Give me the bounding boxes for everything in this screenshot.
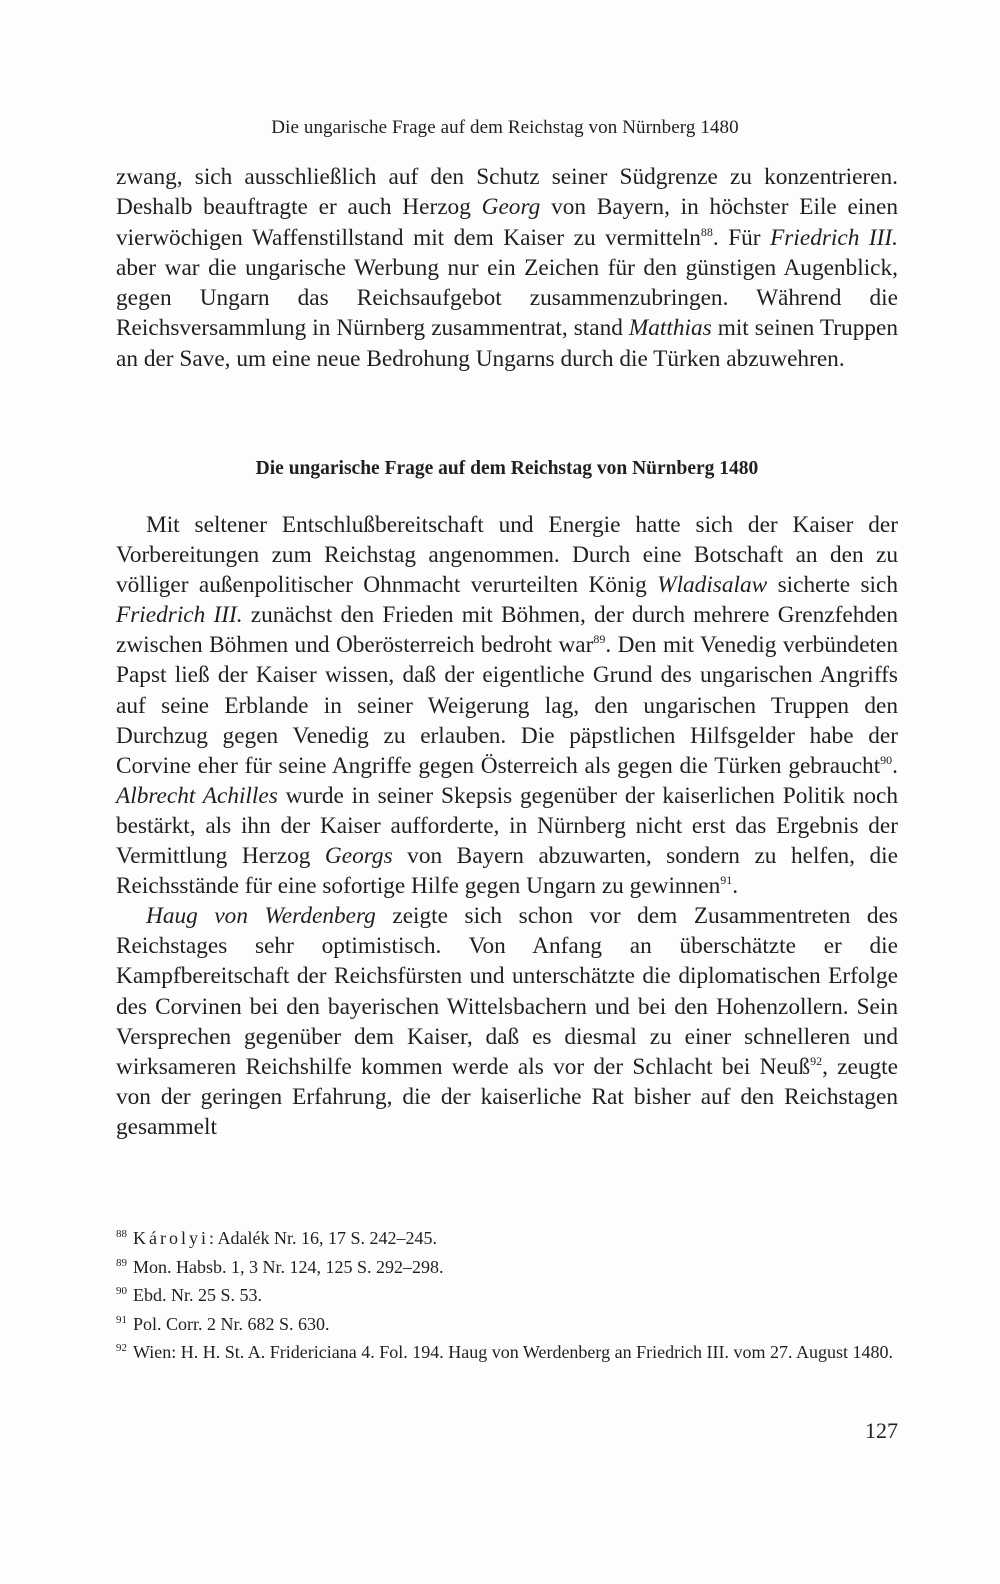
footnote-90	[116, 1281, 898, 1310]
name-georg: Georg	[481, 194, 541, 221]
body-paragraph-1	[116, 162, 898, 374]
footnote-ref-88[interactable]: 88	[700, 224, 713, 239]
text-run: . Den mit Venedig verbündeten Papst ließ der Kaiser wissen, daß der eigentliche Grund des ungarischen Angriffs auf seine Erblande in seiner Weigerung lag, den ungarischen Truppen den Durchzug gegen Venedig zu erlauben. Die päpstlichen Hilfsgelder habe der Corvine eher für seine Angriffe gegen Österreich als gegen die Türken gebraucht	[116, 632, 899, 779]
footnote-text: : Adalék Nr. 16, 17 S. 242–245.	[208, 1228, 437, 1248]
footnote-ref-90[interactable]: 90	[880, 752, 893, 767]
section-heading: Die ungarische Frage auf dem Reichstag von Nürnberg 1480	[255, 458, 759, 479]
text-run: .	[732, 873, 739, 900]
page-number: 127	[865, 1418, 898, 1443]
footnote-ref-89[interactable]: 89	[593, 632, 606, 647]
footnote-88	[116, 1224, 898, 1253]
footnote-91	[116, 1310, 898, 1339]
text-run: sicherte sich	[767, 572, 898, 599]
footnote-number: 88	[116, 1228, 127, 1240]
footnote-text: Mon. Habsb. 1, 3 Nr. 124, 125 S. 292–298.	[133, 1256, 444, 1277]
footnote-89	[116, 1253, 898, 1282]
footnote-number: 90	[116, 1285, 127, 1297]
text-run: zeigte sich schon vor dem Zusammentreten des Reichstages sehr optimistisch. Von Anfang an überschätzte er die Kampfbereitschaft der Reichsfürsten und unterschätzte die diplomatischen Erfolge des Corvinen bei den bayerischen Wittelsbachern und bei den Hohenzollern. Sein Versprechen gegenüber dem Kaiser, daß es diesmal zu einer schnelleren und wirksameren Reichshilfe kommen werde als vor der Schlacht bei Neuß	[116, 903, 898, 1080]
name-friedrich: Friedrich III.	[116, 602, 243, 629]
body-paragraph-3	[116, 901, 898, 1142]
running-head: Die ungarische Frage auf dem Reichstag von Nürnberg 1480	[271, 117, 739, 138]
footnote-text: Wien: H. H. St. A. Fridericiana 4. Fol. 194. Haug von Werdenberg an Friedrich III. vom 27. August 1480.	[133, 1342, 894, 1362]
text-run: zunächst den Frieden mit Böhmen, der durch mehrere Grenzfehden zwischen Böhmen und Oberösterreich bedroht war	[116, 602, 898, 659]
name-wladisalaw: Wladisalaw	[657, 572, 768, 599]
text-run: .	[892, 752, 898, 779]
text-run: aber war die ungarische Werbung nur ein Zeichen für den günstigen Augenblick, gegen Ungarn das Reichsaufgebot zusammenzubringen. Während die Reichsversammlung in Nürnberg zusammentrat, stand	[116, 254, 898, 342]
footnotes	[116, 1224, 898, 1367]
footnote-text: Pol. Corr. 2 Nr. 682 S. 630.	[133, 1313, 330, 1334]
text-run: wurde in seiner Skepsis gegenüber der kaiserlichen Politik noch bestärkt, als ihn der Kaiser aufforderte, in Nürnberg nicht erst das Ergebnis der Vermittlung Herzog	[116, 782, 898, 870]
name-haug: Haug von Werdenberg	[146, 903, 376, 930]
name-albrecht: Albrecht Achilles	[116, 782, 278, 809]
name-matthias: Matthias	[628, 315, 712, 342]
body-paragraph-2	[116, 510, 898, 901]
footnote-number: 89	[116, 1256, 127, 1269]
footnote-author: Károlyi	[133, 1228, 209, 1248]
footnote-ref-91[interactable]: 91	[720, 873, 733, 888]
text-run: von Bayern abzuwarten, sondern zu helfen, die Reichsstände für eine sofortige Hilfe gegen Ungarn zu gewinnen	[116, 843, 898, 900]
footnote-92	[116, 1338, 898, 1367]
text-run: . Für	[712, 224, 771, 251]
text-run: von Bayern, in höchster Eile einen vierwöchigen Waffenstillstand mit dem Kaiser zu vermitteln	[116, 194, 898, 251]
text-run: mit seinen Truppen an der Save, um eine neue Bedrohung Ungarns durch die Türken abzuwehren.	[116, 315, 898, 372]
text-run: Mit seltener Entschlußbereitschaft und Energie hatte sich der Kaiser der Vorbereitungen zum Reichstag angenommen. Durch eine Botschaft an den zu völliger außenpolitischer Ohnmacht verurteilten König	[116, 512, 898, 599]
footnote-ref-92[interactable]: 92	[810, 1053, 823, 1068]
body-paragraphs-2	[116, 510, 898, 1142]
footnote-text: Ebd. Nr. 25 S. 53.	[133, 1285, 263, 1305]
name-georgs: Georgs	[324, 843, 393, 870]
footnote-number: 92	[116, 1342, 127, 1354]
footnote-number: 91	[116, 1313, 127, 1326]
name-friedrich: Friedrich III.	[770, 224, 898, 251]
text-run: , zeugte von der geringen Erfahrung, die der kaiserliche Rat bisher auf den Reichstagen gesammelt	[116, 1053, 898, 1140]
text-run: zwang, sich ausschließlich auf den Schutz seiner Südgrenze zu konzentrieren. Deshalb beauftragte er auch Herzog	[116, 164, 898, 221]
